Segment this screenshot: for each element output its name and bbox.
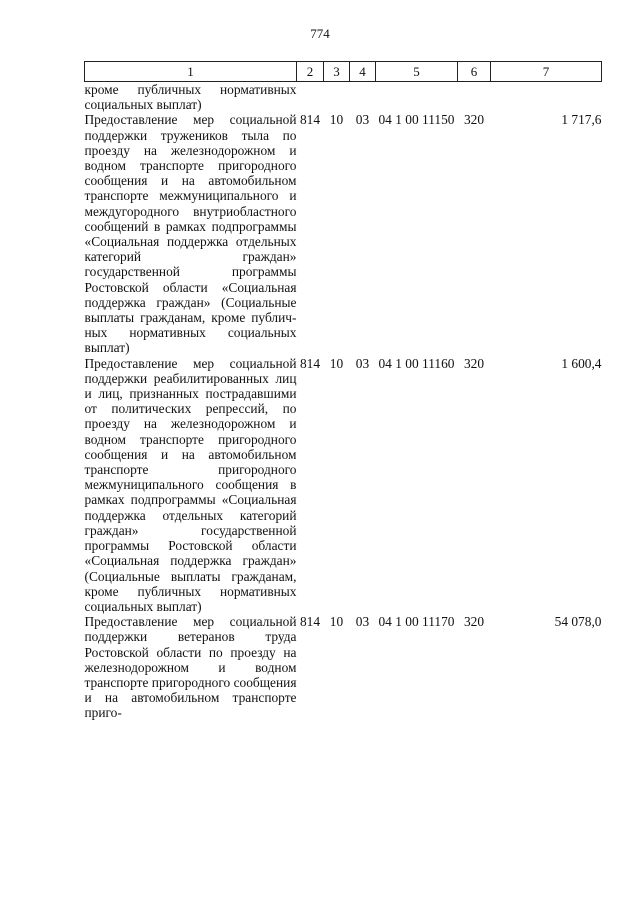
row-code-expense-type: 320 <box>463 614 485 630</box>
row-code-ministry: 814 <box>299 355 321 371</box>
column-header: 3 <box>324 62 350 82</box>
row-code-section: 10 <box>329 355 344 371</box>
column-header: 4 <box>350 62 376 82</box>
row-code-subsection: 03 <box>355 112 370 128</box>
table-row <box>85 614 602 720</box>
row-description: Предоставление мер социальной поддержки ветеранов труда Ростовской области по проезду на железнодорожном и водном транспорте пригородного сообщения и на автомобильном транспорте приго- <box>84 614 297 721</box>
column-header: 6 <box>458 62 491 82</box>
row-amount: 54 078,0 <box>554 614 602 630</box>
column-header: 2 <box>297 62 324 82</box>
row-code-expense-type: 320 <box>463 112 485 128</box>
table-row <box>85 356 602 614</box>
column-header: 7 <box>491 62 602 82</box>
row-code-subsection: 03 <box>355 355 370 371</box>
row-amount: 1 717,6 <box>561 112 602 128</box>
row-description: Предоставление мер социальной поддержки реабилитированных лиц и лиц, признанных пострадавшими от политических репрессий, по проезду на железнодорожном и водном транспорте пригородного сообщения и на автомобильном транспорте пригородного межмуниципального сообщения в рамках подпрограммы «Социальная поддержка отдельных категорий граждан» государственной программы Ростовской области «Социальная поддержка граждан» (Социальные выплаты гражданам, кроме публичных нормативных социальных выплат) <box>84 355 297 614</box>
row-code-target: 04 1 00 11150 <box>378 112 455 128</box>
column-header: 5 <box>376 62 458 82</box>
column-header: 1 <box>85 62 297 82</box>
row-description: Предоставление мер социальной поддержки тружеников тыла по проезду на железнодорожном и водном транспорте пригородного сообщения и на автомобильном транспорте межмуниципального и междугородного внутриобластного сообщений в рамках подпрограммы «Социальная поддержка отдельных категорий граждан» государственной программы Ростовской области «Социальная поддержка граждан» (Социальные выплаты гражданам, кроме публичных нормативных социальных выплат) <box>84 112 297 356</box>
row-code-target: 04 1 00 11160 <box>378 355 455 371</box>
row-description: кроме публичных нормативных социальных выплат) <box>84 82 297 113</box>
row-code-ministry: 814 <box>299 614 321 630</box>
table-row <box>85 112 602 355</box>
row-code-expense-type: 320 <box>463 355 485 371</box>
row-code-section: 10 <box>329 112 344 128</box>
table-header-row <box>85 62 602 82</box>
row-code-subsection: 03 <box>355 614 370 630</box>
page-number: 774 <box>310 26 330 41</box>
row-code-target: 04 1 00 11170 <box>378 614 455 630</box>
row-amount: 1 600,4 <box>561 355 602 371</box>
row-code-section: 10 <box>329 614 344 630</box>
table-row-continuation <box>85 82 602 113</box>
budget-table <box>84 61 602 721</box>
row-code-ministry: 814 <box>299 112 321 128</box>
